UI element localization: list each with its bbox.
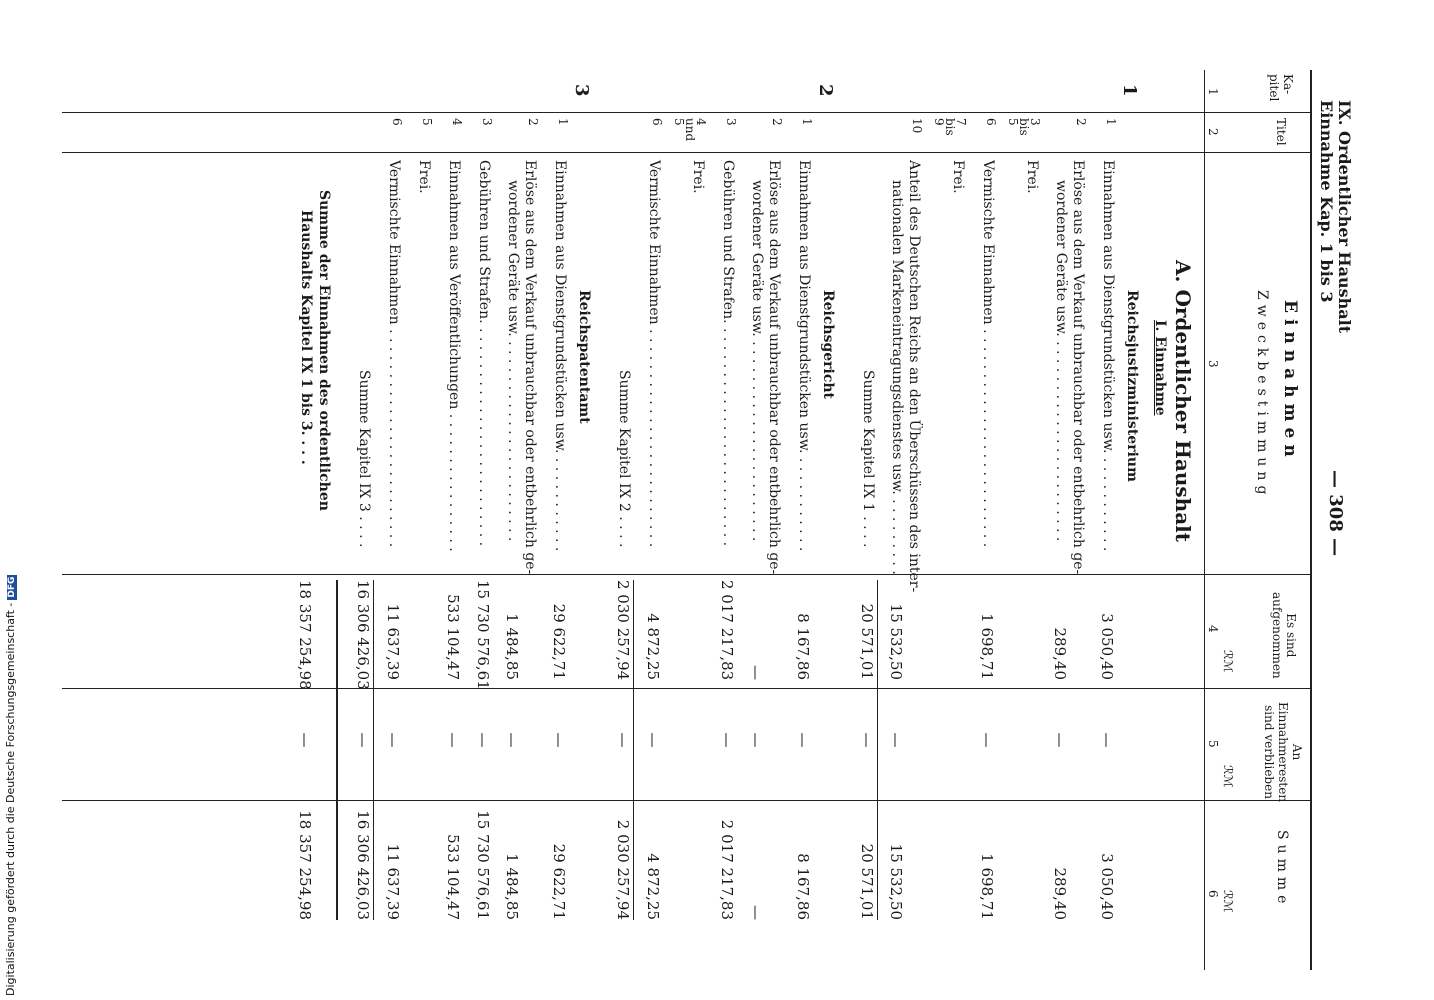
row-text: Frei. bbox=[1024, 160, 1040, 194]
col-num-4: 4 bbox=[1206, 625, 1220, 633]
row-reste: — bbox=[503, 732, 521, 748]
kapitel-summe-summe: 16 306 426,03 bbox=[354, 810, 372, 920]
row-titel: 6 bbox=[984, 118, 998, 126]
row-titel: 1 bbox=[556, 118, 570, 126]
kapitel-summe-summe: 2 030 257,94 bbox=[614, 819, 632, 920]
footer-text: Digitalisierung gefördert durch die Deutsche Forschungsgemeinschaft - bbox=[4, 602, 17, 996]
row-aufgenommen: 1 698,71 bbox=[978, 613, 996, 680]
row-reste: — bbox=[550, 732, 568, 748]
unit-reste: ℛℳ bbox=[1221, 765, 1235, 788]
grand-total-summe: 18 357 254,98 bbox=[296, 810, 314, 920]
row-titel: 7 bis 9 bbox=[932, 118, 968, 136]
grand-total-rule bbox=[336, 580, 338, 920]
row-summe: 15 532,50 bbox=[887, 843, 905, 920]
kapitel-summe-aufgenommen: 20 571,01 bbox=[858, 603, 876, 680]
row-aufgenommen: 8 167,86 bbox=[794, 613, 812, 680]
row-aufgenommen: 15 730 576,61 bbox=[474, 580, 492, 690]
unit-aufgenommen: ℛℳ bbox=[1221, 650, 1235, 673]
rotated-table-page bbox=[20, 40, 1360, 990]
col-header-reste: An Einnahmeresten sind verblieben bbox=[1262, 702, 1304, 803]
row-titel: 3 bbox=[480, 118, 494, 126]
row-titel: 6 bbox=[650, 118, 664, 126]
col-num-3: 3 bbox=[1206, 360, 1220, 368]
row-aufgenommen: 533 104,47 bbox=[444, 594, 462, 680]
col-divider-titel bbox=[62, 152, 1312, 153]
section-subheading: I. Einnahme bbox=[1152, 320, 1168, 416]
row-summe: 3 050,40 bbox=[1098, 853, 1116, 920]
row-summe: 533 104,47 bbox=[444, 834, 462, 920]
row-titel: 3 bis 5 bbox=[1006, 118, 1042, 136]
row-reste: — bbox=[444, 732, 462, 748]
footer bbox=[4, 0, 17, 996]
row-titel: 2 bbox=[526, 118, 540, 126]
row-titel: 2 bbox=[770, 118, 784, 126]
col-divider-text bbox=[62, 574, 1312, 575]
kapitel-title: Reichsjustizministerium bbox=[1124, 290, 1140, 482]
row-reste: — bbox=[718, 732, 736, 748]
row-text: Einnahmen aus Veröffentlichungen . . . . . . . . . . . . . . . . bbox=[446, 160, 462, 552]
row-aufgenommen: 1 484,85 bbox=[503, 613, 521, 680]
col-header-zweckbestimmung: Zweckbestimmung bbox=[1254, 290, 1270, 500]
col-divider-auf bbox=[62, 688, 1312, 689]
row-reste: — bbox=[644, 732, 662, 748]
row-summe: 289,40 bbox=[1051, 867, 1069, 920]
row-titel: 1 bbox=[1104, 118, 1118, 126]
header-bottom-rule bbox=[1204, 70, 1205, 970]
row-text: Erlöse aus dem Verkauf unbrauchbar oder entbehrlich ge- bbox=[766, 160, 782, 575]
row-text: Erlöse aus dem Verkauf unbrauchbar oder entbehrlich ge- bbox=[522, 160, 538, 575]
row-text: Frei. bbox=[416, 160, 432, 194]
kapitel-summe-reste: — bbox=[858, 732, 876, 748]
kapitel-summe-reste: — bbox=[354, 732, 372, 748]
row-reste: — bbox=[384, 732, 402, 748]
row-text: Einnahmen aus Dienstgrundstücken usw. . . . . . . . . . . . bbox=[796, 160, 812, 552]
header-title-line1: IX. Ordentlicher Haushalt bbox=[1335, 100, 1354, 334]
row-aufgenommen: 3 050,40 bbox=[1098, 613, 1116, 680]
row-aufgenommen: 289,40 bbox=[1051, 627, 1069, 680]
kapitel-title: Reichspatentamt bbox=[576, 290, 592, 424]
header-title-line2: Einnahme Kap. 1 bis 3 bbox=[1317, 100, 1336, 303]
kapitel-summe-aufgenommen: 2 030 257,94 bbox=[614, 580, 632, 681]
row-summe: 11 637,39 bbox=[384, 843, 402, 920]
kapitel-title: Reichsgericht bbox=[820, 290, 836, 400]
row-reste: — bbox=[1051, 732, 1069, 748]
kapitel-number: 1 bbox=[1119, 84, 1140, 97]
row-aufgenommen: 29 622,71 bbox=[550, 603, 568, 680]
row-aufgenommen: 4 872,25 bbox=[644, 613, 662, 680]
row-reste: — bbox=[474, 732, 492, 748]
grand-total-label-2: Haushalts Kapitel IX 1 bis 3. . . . bbox=[298, 210, 314, 465]
col-num-5: 5 bbox=[1206, 740, 1220, 748]
row-summe: 4 872,25 bbox=[644, 853, 662, 920]
row-reste: — bbox=[1098, 732, 1116, 748]
row-summe: 2 017 217,83 bbox=[718, 819, 736, 920]
kapitel-summe-reste: — bbox=[614, 732, 632, 748]
row-text-cont: wordener Geräte usw. . . . . . . . . . . . . . . . . . . . . . . . bbox=[749, 180, 765, 542]
col-num-6: 6 bbox=[1206, 890, 1220, 898]
row-text: Frei. bbox=[950, 160, 966, 194]
table-top-rule bbox=[1310, 70, 1312, 970]
dfg-logo: DFG bbox=[7, 576, 17, 598]
col-num-1: 1 bbox=[1206, 88, 1220, 96]
kapitel-summe-label: Summe Kapitel IX 1 . . . . bbox=[860, 370, 876, 548]
summe-rule bbox=[633, 580, 634, 920]
col-header-titel: Titel bbox=[1274, 118, 1288, 146]
col-header-einnahmen: Einnahmen bbox=[1280, 300, 1300, 463]
summe-rule bbox=[373, 580, 374, 920]
row-titel: 5 bbox=[420, 118, 434, 126]
kapitel-summe-summe: 20 571,01 bbox=[858, 843, 876, 920]
col-header-kapitel: Ka- pitel bbox=[1267, 74, 1295, 102]
row-titel: 3 bbox=[724, 118, 738, 126]
row-aufgenommen: 2 017 217,83 bbox=[718, 580, 736, 681]
row-titel: 4 bbox=[450, 118, 464, 126]
kapitel-summe-aufgenommen: 16 306 426,03 bbox=[354, 580, 372, 690]
row-titel: 10 bbox=[910, 118, 924, 134]
col-header-aufgenommen: Es sind aufgenommen bbox=[1270, 592, 1298, 679]
row-titel: 4 und 5 bbox=[672, 118, 708, 142]
row-aufgenommen: 15 532,50 bbox=[887, 603, 905, 680]
row-text-cont: nationalen Markeneintragungsdienstes usw. . . . . . . . . . bbox=[889, 180, 905, 575]
row-summe: 1 698,71 bbox=[978, 853, 996, 920]
row-text: Gebühren und Strafen. . . . . . . . . . . . . . . . . . . . . . . . . . bbox=[720, 160, 736, 547]
section-heading: A. Ordentlicher Haushalt bbox=[1171, 260, 1195, 543]
row-text: Erlöse aus dem Verkauf unbrauchbar oder entbehrlich ge- bbox=[1070, 160, 1086, 575]
row-text: Einnahmen aus Dienstgrundstücken usw. . . . . . . . . . . . bbox=[552, 160, 568, 552]
row-summe: 15 730 576,61 bbox=[474, 810, 492, 920]
kapitel-summe-label: Summe Kapitel IX 2 . . . . bbox=[616, 370, 632, 548]
row-reste: — bbox=[887, 732, 905, 748]
col-num-2: 2 bbox=[1206, 128, 1220, 136]
row-titel: 6 bbox=[390, 118, 404, 126]
row-aufgenommen: — bbox=[747, 665, 765, 680]
row-text-cont: wordener Geräte usw. . . . . . . . . . . . . . . . . . . . . . . . bbox=[1053, 180, 1069, 542]
row-reste: — bbox=[978, 732, 996, 748]
kapitel-number: 2 bbox=[815, 84, 836, 97]
grand-total-reste: — bbox=[296, 732, 314, 748]
row-text: Einnahmen aus Dienstgrundstücken usw. . . . . . . . . . . . bbox=[1100, 160, 1116, 552]
col-divider-rest bbox=[62, 800, 1312, 801]
row-summe: 1 484,85 bbox=[503, 853, 521, 920]
row-text: Frei. bbox=[690, 160, 706, 194]
row-titel: 1 bbox=[800, 118, 814, 126]
summe-rule bbox=[877, 580, 878, 920]
row-summe: 29 622,71 bbox=[550, 843, 568, 920]
row-summe: 8 167,86 bbox=[794, 853, 812, 920]
row-text-cont: wordener Geräte usw. . . . . . . . . . . . . . . . . . . . . . . . bbox=[505, 180, 521, 542]
row-text: Vermischte Einnahmen . . . . . . . . . . . . . . . . . . . . . . . . . bbox=[980, 160, 996, 548]
page-number: — 308 — bbox=[1325, 470, 1346, 557]
kapitel-summe-label: Summe Kapitel IX 3 . . . . bbox=[356, 370, 372, 548]
row-titel: 2 bbox=[1074, 118, 1088, 126]
row-summe: — bbox=[747, 905, 765, 920]
row-reste: — bbox=[747, 732, 765, 748]
grand-total-label-1: Summe der Einnahmen des ordentlichen bbox=[316, 190, 332, 511]
row-text: Vermischte Einnahmen . . . . . . . . . . . . . . . . . . . . . . . . . bbox=[646, 160, 662, 548]
unit-summe: ℛℳ bbox=[1221, 890, 1235, 913]
kapitel-number: 3 bbox=[571, 84, 592, 97]
row-reste: — bbox=[794, 732, 812, 748]
row-text: Vermischte Einnahmen . . . . . . . . . . . . . . . . . . . . . . . . . bbox=[386, 160, 402, 548]
col-divider-kapitel bbox=[62, 112, 1312, 113]
row-text: Gebühren und Strafen. . . . . . . . . . . . . . . . . . . . . . . . . . bbox=[476, 160, 492, 547]
row-aufgenommen: 11 637,39 bbox=[384, 603, 402, 680]
col-header-summe: Summe bbox=[1274, 830, 1290, 909]
row-text: Anteil des Deutschen Reichs an den Überschüssen des inter- bbox=[906, 160, 922, 593]
grand-total-aufgenommen: 18 357 254,98 bbox=[296, 580, 314, 690]
